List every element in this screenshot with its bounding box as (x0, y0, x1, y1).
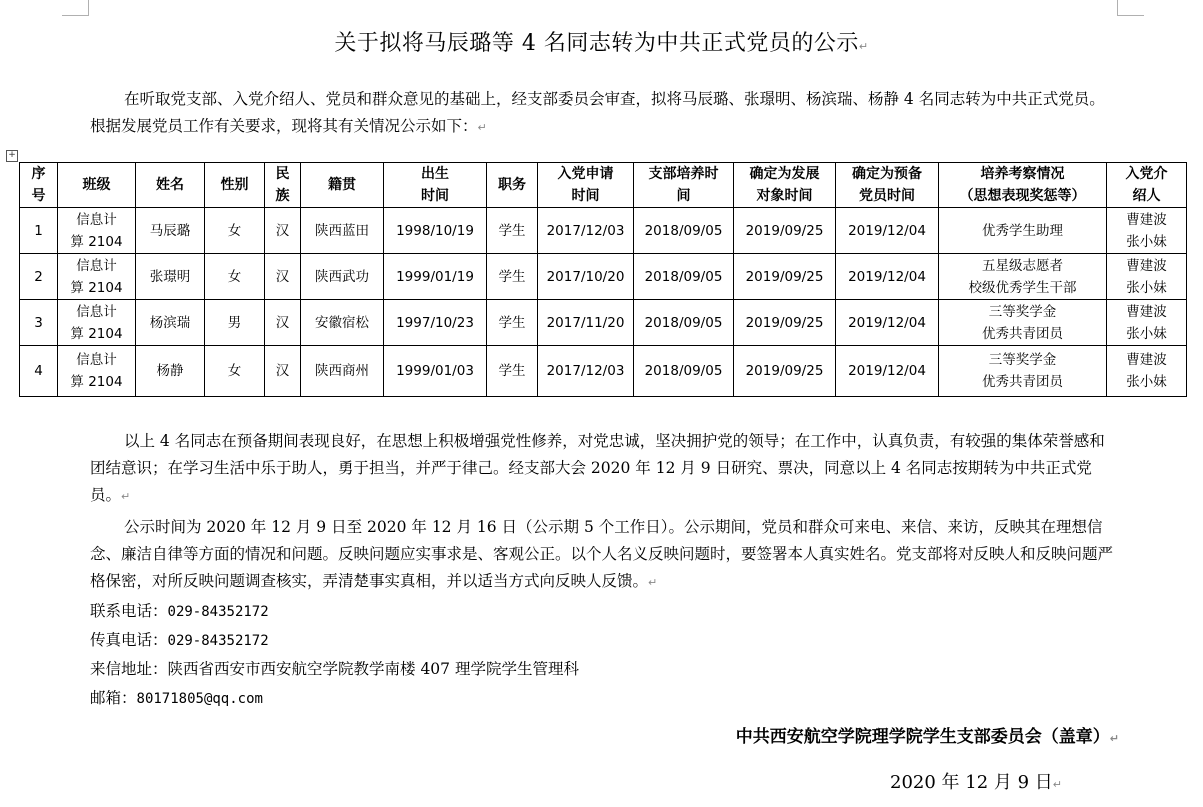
body-paragraph-2 (90, 514, 1120, 596)
cell-ethnic: 汉 (265, 208, 301, 254)
intro-paragraph (90, 86, 1120, 141)
header-review: 培养考察情况 （思想表现奖惩等） (939, 163, 1107, 208)
cell-apply-time: 2017/12/03 (538, 346, 634, 397)
cell-birth: 1999/01/19 (384, 254, 487, 300)
signature-text: 中共西安航空学院理学院学生支部委员会（盖章） (735, 727, 1110, 747)
cell-duty: 学生 (487, 300, 538, 346)
document-title (0, 26, 1203, 57)
cell-gender: 女 (205, 346, 265, 397)
cell-introducer: 曹建波 张小妹 (1107, 300, 1187, 346)
header-origin: 籍贯 (301, 163, 384, 208)
phone-label: 联系电话： (90, 602, 168, 620)
email-label: 邮箱： (90, 689, 137, 707)
crop-mark-top-right-v (1117, 0, 1118, 16)
header-introducer: 入党介 绍人 (1107, 163, 1187, 208)
cell-develop-time: 2019/09/25 (734, 346, 836, 397)
cell-apply-time: 2017/12/03 (538, 208, 634, 254)
header-no: 序 号 (20, 163, 58, 208)
table-move-handle[interactable]: + (6, 150, 18, 162)
cell-prep-time: 2019/12/04 (836, 300, 939, 346)
phone-value: 029-84352172 (167, 604, 269, 620)
cell-introducer: 曹建波 张小妹 (1107, 254, 1187, 300)
cell-no: 4 (20, 346, 58, 397)
cell-ethnic: 汉 (265, 346, 301, 397)
cell-name: 杨静 (136, 346, 205, 397)
cell-train-time: 2018/09/05 (634, 346, 734, 397)
body-paragraph-text: 以上 4 名同志在预备期间表现良好，在思想上积极增强党性修养，对党忠诚，坚决拥护党的领导；在工作中，认真负责，有较强的集体荣誉感和团结意识；在学习生活中乐于助人，勇于担当，并严于律己。经支部大会 2020 年 12 月 9 日研究、票决，同意以上 4 名同志按期转为中共正式党员。 (90, 432, 1105, 504)
body-paragraph-1 (90, 428, 1120, 510)
cell-review: 五星级志愿者 校级优秀学生干部 (939, 254, 1107, 300)
address-label: 来信地址： (90, 660, 168, 678)
cell-train-time: 2018/09/05 (634, 300, 734, 346)
cell-gender: 男 (205, 300, 265, 346)
crop-mark-top-left-h (62, 15, 89, 16)
paragraph-mark: ↵ (121, 490, 131, 503)
cell-class: 信息计 算 2104 (58, 208, 136, 254)
cell-no: 3 (20, 300, 58, 346)
cell-birth: 1997/10/23 (384, 300, 487, 346)
crop-mark-top-right-h (1117, 15, 1144, 16)
candidate-table (19, 162, 1187, 397)
contact-address (90, 659, 579, 679)
header-duty: 职务 (487, 163, 538, 208)
cell-origin: 陕西蓝田 (301, 208, 384, 254)
body-paragraph-text: 公示时间为 2020 年 12 月 9 日至 2020 年 12 月 16 日（公示期 5 个工作日）。公示期间，党员和群众可来电、来信、来访，反映其在理想信念、廉洁自律等方面的情况和问题。反映问题应实事求是、客观公正。以个人名义反映问题时，要签署本人真实姓名。党支部将对反映人和反映问题严格保密，对所反映问题调查核实，弄清楚事实真相，并以适当方式向反映人反馈。 (90, 518, 1114, 590)
cell-develop-time: 2019/09/25 (734, 300, 836, 346)
cell-birth: 1998/10/19 (384, 208, 487, 254)
cell-no: 1 (20, 208, 58, 254)
cell-duty: 学生 (487, 254, 538, 300)
paragraph-mark: ↵ (477, 121, 487, 134)
cell-duty: 学生 (487, 346, 538, 397)
header-name: 姓名 (136, 163, 205, 208)
cell-train-time: 2018/09/05 (634, 254, 734, 300)
header-ethnic: 民 族 (265, 163, 301, 208)
cell-develop-time: 2019/09/25 (734, 208, 836, 254)
cell-name: 张璟明 (136, 254, 205, 300)
cell-no: 2 (20, 254, 58, 300)
header-prep-time: 确定为预备 党员时间 (836, 163, 939, 208)
title-text: 关于拟将马辰璐等 4 名同志转为中共正式党员的公示 (334, 31, 859, 56)
header-gender: 性别 (205, 163, 265, 208)
cell-develop-time: 2019/09/25 (734, 254, 836, 300)
fax-value: 029-84352172 (167, 633, 269, 649)
cell-review: 优秀学生助理 (939, 208, 1107, 254)
address-value: 陕西省西安市西安航空学院教学南楼 407 理学院学生管理科 (167, 660, 579, 678)
date-text: 2020 年 12 月 9 日 (890, 772, 1053, 793)
header-train-time: 支部培养时 间 (634, 163, 734, 208)
publish-date (890, 768, 1062, 794)
header-develop-time: 确定为发展 对象时间 (734, 163, 836, 208)
cell-prep-time: 2019/12/04 (836, 254, 939, 300)
cell-introducer: 曹建波 张小妹 (1107, 346, 1187, 397)
cell-prep-time: 2019/12/04 (836, 208, 939, 254)
cell-origin: 陕西商州 (301, 346, 384, 397)
cell-birth: 1999/01/03 (384, 346, 487, 397)
cell-apply-time: 2017/10/20 (538, 254, 634, 300)
table-row (20, 208, 1187, 254)
cell-review: 三等奖学金 优秀共青团员 (939, 300, 1107, 346)
cell-ethnic: 汉 (265, 300, 301, 346)
cell-name: 马辰璐 (136, 208, 205, 254)
cell-ethnic: 汉 (265, 254, 301, 300)
cell-apply-time: 2017/11/20 (538, 300, 634, 346)
intro-text: 在听取党支部、入党介绍人、党员和群众意见的基础上，经支部委员会审查，拟将马辰璐、张璟明、杨滨瑞、杨静 4 名同志转为中共正式党员。根据发展党员工作有关要求，现将其有关情况公示如下： (90, 90, 1105, 135)
header-apply-time: 入党申请 时间 (538, 163, 634, 208)
cell-name: 杨滨瑞 (136, 300, 205, 346)
cell-origin: 安徽宿松 (301, 300, 384, 346)
email-value: 80171805@qq.com (136, 691, 263, 707)
paragraph-mark: ↵ (1052, 778, 1062, 791)
table-row (20, 300, 1187, 346)
cell-class: 信息计 算 2104 (58, 254, 136, 300)
cell-prep-time: 2019/12/04 (836, 346, 939, 397)
signature (736, 722, 1119, 747)
table-row (20, 346, 1187, 397)
paragraph-mark: ↵ (648, 576, 658, 589)
crop-mark-top-left-v (88, 0, 89, 16)
paragraph-mark: ↵ (1109, 732, 1119, 745)
cell-introducer: 曹建波 张小妹 (1107, 208, 1187, 254)
header-class: 班级 (58, 163, 136, 208)
cell-review: 三等奖学金 优秀共青团员 (939, 346, 1107, 397)
contact-email (90, 688, 263, 709)
table-row (20, 254, 1187, 300)
contact-fax (90, 630, 269, 651)
cell-gender: 女 (205, 208, 265, 254)
cell-train-time: 2018/09/05 (634, 208, 734, 254)
cell-origin: 陕西武功 (301, 254, 384, 300)
paragraph-mark: ↵ (858, 40, 869, 53)
cell-duty: 学生 (487, 208, 538, 254)
header-birth: 出生 时间 (384, 163, 487, 208)
table-header-row (20, 163, 1187, 208)
fax-label: 传真电话： (90, 631, 168, 649)
cell-class: 信息计 算 2104 (58, 300, 136, 346)
contact-phone (90, 601, 269, 622)
cell-gender: 女 (205, 254, 265, 300)
cell-class: 信息计 算 2104 (58, 346, 136, 397)
